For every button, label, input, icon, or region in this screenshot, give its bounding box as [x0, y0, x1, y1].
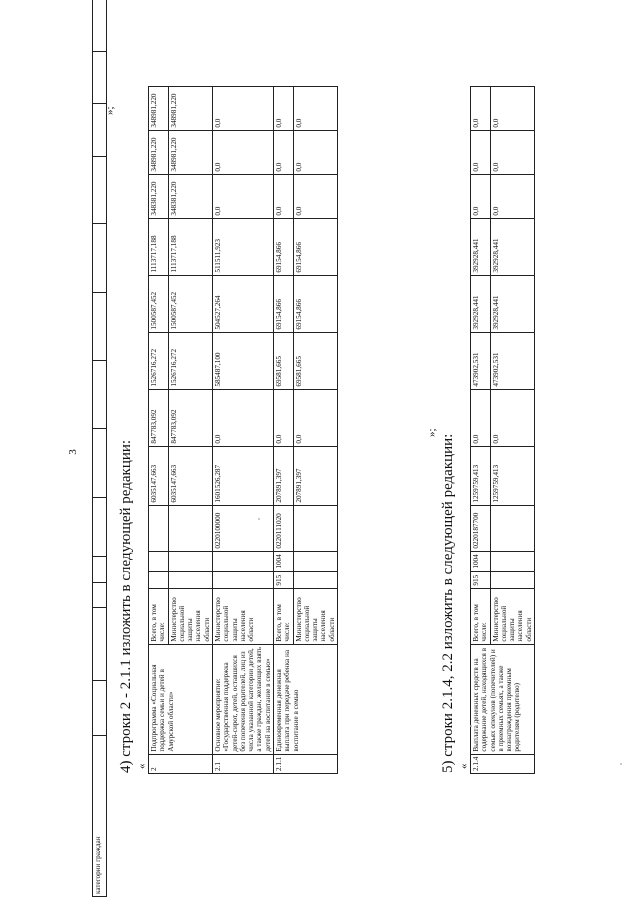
row-number: 2.1.4 — [471, 754, 535, 773]
table-row — [212, 86, 273, 773]
value-cell: 1601526,287 — [212, 446, 273, 505]
value-cell: 348381,220 — [168, 174, 212, 218]
value-cell: 348981,220 — [168, 130, 212, 174]
value-cell: 207891,397 — [293, 446, 337, 505]
csr-cell — [490, 505, 534, 551]
rzpr-cell — [149, 551, 169, 571]
section4-table — [148, 86, 338, 774]
value-cell: 0,0 — [490, 130, 534, 174]
value-cell: 0,0 — [293, 86, 337, 130]
value-cell: 392928,441 — [490, 218, 534, 275]
row-name: Выплата денежных средств на содержание детей, находящихся в семьях опекунов (попечителей) и в приемных семьях, а также вознаграждения приемным родителям (родителю) — [471, 644, 535, 754]
executor-cell: Всего, в том числе: — [471, 588, 491, 644]
value-cell: 0,0 — [273, 389, 293, 446]
csr-cell: 0220187700 — [471, 505, 491, 551]
scan-speck — [258, 518, 260, 520]
table-row — [149, 86, 169, 773]
page-number: 3 — [66, 449, 79, 455]
value-cell: 0,0 — [293, 174, 337, 218]
value-cell: 0,0 — [273, 174, 293, 218]
value-cell: 1526716,272 — [168, 332, 212, 389]
rzpr-cell — [168, 551, 212, 571]
value-cell: 0,0 — [490, 174, 534, 218]
value-cell: 348981,220 — [168, 86, 212, 130]
top-fragment-table — [92, 0, 107, 897]
value-cell: 0,0 — [490, 86, 534, 130]
section4-close-quote: »; — [426, 428, 438, 437]
grbs-cell — [168, 571, 212, 588]
value-cell: 1526716,272 — [149, 332, 169, 389]
row-number: 2.1.1 — [273, 754, 337, 773]
executor-cell: Министерство социальной защиты населения области — [490, 588, 534, 644]
row-name: Основное мероприятие: «Государственная поддержка детей-сирот, детей, оставшихся без попечения родителей, лиц из числа указанной категории детей, а также граждан, желающих взять детей на воспитание в семью» — [212, 644, 273, 754]
executor-cell: Министерство социальной защиты населения области — [168, 588, 212, 644]
table-row — [273, 86, 293, 773]
value-cell: 504527,264 — [212, 275, 273, 332]
value-cell: 348981,220 — [149, 130, 169, 174]
value-cell: 69581,665 — [293, 332, 337, 389]
value-cell: 1500587,452 — [168, 275, 212, 332]
fragment-close-quote: »; — [104, 106, 116, 115]
row-number: 2.1 — [212, 754, 273, 773]
grbs-cell: 915 — [273, 571, 293, 588]
value-cell: 6035147,663 — [168, 446, 212, 505]
grbs-cell — [293, 571, 337, 588]
value-cell: 0,0 — [293, 389, 337, 446]
value-cell: 0,0 — [273, 130, 293, 174]
value-cell: 847783,092 — [149, 389, 169, 446]
row-name: Единовременная денежная выплата при передаче ребенка на воспитание в семью — [273, 644, 337, 754]
executor-cell: Министерство социальной защиты населения области — [212, 588, 273, 644]
value-cell: 0,0 — [212, 86, 273, 130]
csr-cell: 0220111020 — [273, 505, 293, 551]
value-cell: 1259759,413 — [471, 446, 491, 505]
executor-cell: Всего, в том числе: — [273, 588, 293, 644]
rzpr-cell — [212, 551, 273, 571]
grbs-cell — [212, 571, 273, 588]
value-cell: 348381,220 — [149, 174, 169, 218]
value-cell: 392928,441 — [490, 275, 534, 332]
value-cell: 0,0 — [471, 130, 491, 174]
executor-cell: Всего, в том числе: — [149, 588, 169, 644]
section5-open-quote: « — [458, 763, 470, 769]
section5-heading: 5) строки 2.1.4, 2.2 изложить в следующей редакции: — [440, 433, 456, 773]
value-cell: 473902,531 — [471, 332, 491, 389]
value-cell: 207891,397 — [273, 446, 293, 505]
fragment-label: категории граждан — [93, 736, 107, 897]
value-cell: 0,0 — [212, 130, 273, 174]
value-cell: 1259759,413 — [490, 446, 534, 505]
value-cell: 0,0 — [471, 389, 491, 446]
row-number: 2 — [149, 754, 213, 773]
value-cell: 1500587,452 — [149, 275, 169, 332]
value-cell: 585487,100 — [212, 332, 273, 389]
scan-speck — [620, 763, 622, 765]
scan-speck — [470, 725, 472, 727]
value-cell: 0,0 — [490, 389, 534, 446]
rzpr-cell — [293, 551, 337, 571]
grbs-cell — [149, 571, 169, 588]
value-cell: 392928,441 — [471, 218, 491, 275]
value-cell: 348981,220 — [149, 86, 169, 130]
csr-cell: 0220100000 — [212, 505, 273, 551]
value-cell: 6035147,663 — [149, 446, 169, 505]
rzpr-cell: 1004 — [273, 551, 293, 571]
value-cell: 1113717,188 — [149, 218, 169, 275]
section5-table — [470, 86, 535, 774]
value-cell: 511511,923 — [212, 218, 273, 275]
section4-heading: 4) строки 2 - 2.1.1 изложить в следующей редакции: — [118, 439, 134, 773]
value-cell: 0,0 — [212, 389, 273, 446]
executor-cell: Министерство социальной защиты населения области — [293, 588, 337, 644]
value-cell: 69581,665 — [273, 332, 293, 389]
table-row — [93, 0, 107, 897]
value-cell: 392928,441 — [471, 275, 491, 332]
value-cell: 847783,092 — [168, 389, 212, 446]
grbs-cell — [490, 571, 534, 588]
value-cell: 69154,866 — [273, 275, 293, 332]
value-cell: 0,0 — [471, 174, 491, 218]
rzpr-cell: 1004 — [471, 551, 491, 571]
csr-cell — [168, 505, 212, 551]
value-cell: 69154,866 — [293, 275, 337, 332]
rzpr-cell — [490, 551, 534, 571]
value-cell: 0,0 — [471, 86, 491, 130]
value-cell: 69154,866 — [293, 218, 337, 275]
value-cell: 0,0 — [273, 86, 293, 130]
grbs-cell: 915 — [471, 571, 491, 588]
row-name: Подпрограмма «Социальная поддержка семьи и детей в Амурской области» — [149, 644, 213, 754]
csr-cell — [149, 505, 169, 551]
section4-open-quote: « — [136, 763, 148, 769]
table-row — [471, 86, 491, 773]
value-cell: 0,0 — [293, 130, 337, 174]
value-cell: 69154,866 — [273, 218, 293, 275]
csr-cell — [293, 505, 337, 551]
value-cell: 0,0 — [212, 174, 273, 218]
value-cell: 473902,531 — [490, 332, 534, 389]
value-cell: 1113717,188 — [168, 218, 212, 275]
